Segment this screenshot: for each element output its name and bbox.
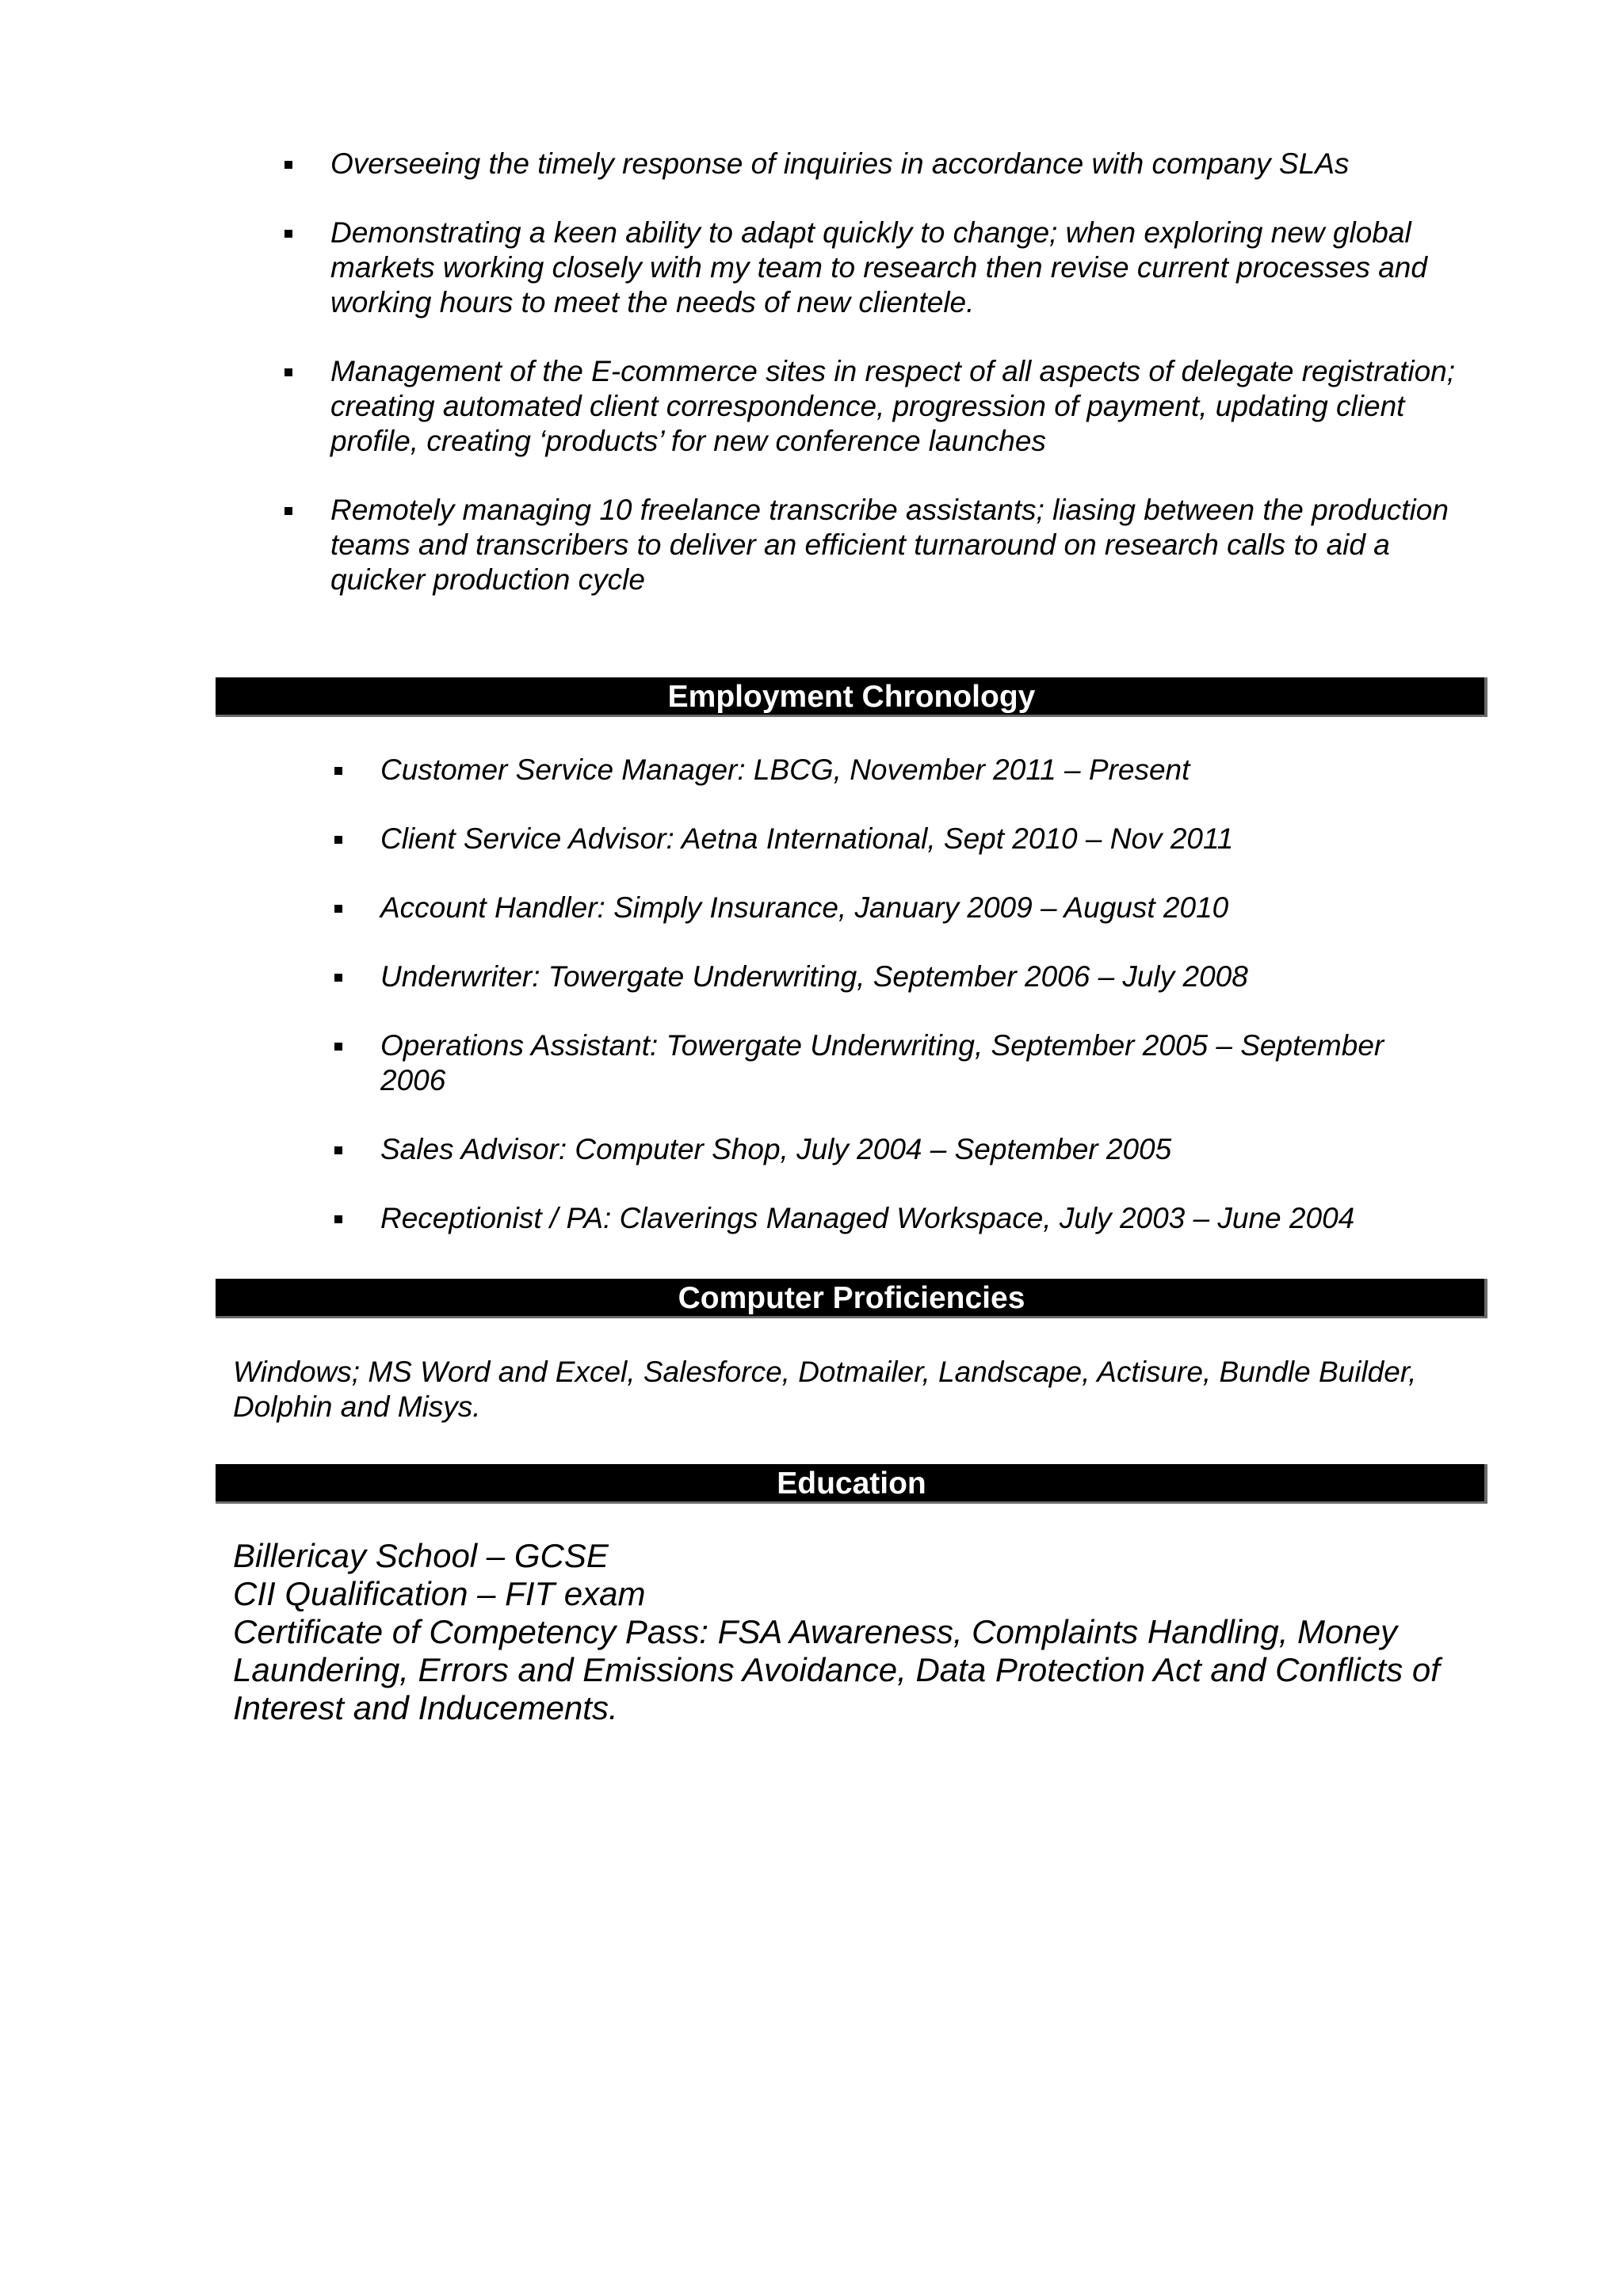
square-bullet-icon xyxy=(334,905,342,913)
square-bullet-icon xyxy=(285,368,292,376)
education-line: Certificate of Competency Pass: FSA Awareness, Complaints Handling, Money Laundering, Errors and Emissions Avoidance, Data Protection Act and Conflicts of Interest and Inducements. xyxy=(233,1613,1440,1726)
list-item xyxy=(281,147,1486,181)
job-text: Receptionist / PA: Claverings Managed Workspace, July 2003 – June 2004 xyxy=(380,1202,1355,1234)
square-bullet-icon xyxy=(285,161,292,169)
list-item xyxy=(331,822,1457,856)
job-text: Client Service Advisor: Aetna International, Sept 2010 – Nov 2011 xyxy=(380,822,1234,855)
education-list xyxy=(233,1537,1485,1727)
list-item xyxy=(281,354,1486,459)
list-item xyxy=(331,891,1457,925)
education-line: Billericay School – GCSE xyxy=(233,1537,609,1574)
duty-text: Overseeing the timely response of inquiries in accordance with company SLAs xyxy=(330,147,1350,180)
duties-list xyxy=(281,147,1486,631)
square-bullet-icon xyxy=(285,230,292,238)
list-item xyxy=(331,1201,1457,1236)
job-text: Operations Assistant: Towergate Underwriting, September 2005 – September 2006 xyxy=(380,1029,1384,1097)
employment-chronology-heading: Employment Chronology xyxy=(216,677,1487,717)
list-item xyxy=(331,753,1457,788)
employment-list xyxy=(331,753,1457,1270)
list-item xyxy=(331,959,1457,994)
square-bullet-icon xyxy=(334,767,342,775)
duty-text: Management of the E-commerce sites in respect of all aspects of delegate registration; creating automated client correspondence, progression of payment, updating client profile, creating ‘products’ for new conference launches xyxy=(330,355,1456,457)
job-text: Customer Service Manager: LBCG, November 2011 – Present xyxy=(380,753,1190,786)
square-bullet-icon xyxy=(334,974,342,982)
square-bullet-icon xyxy=(334,1043,342,1051)
square-bullet-icon xyxy=(285,507,292,515)
list-item xyxy=(331,1132,1457,1167)
square-bullet-icon xyxy=(334,1215,342,1223)
education-heading: Education xyxy=(216,1464,1487,1504)
list-item xyxy=(331,1028,1457,1098)
job-text: Underwriter: Towergate Underwriting, September 2006 – July 2008 xyxy=(380,960,1248,993)
list-item xyxy=(281,215,1486,320)
job-text: Sales Advisor: Computer Shop, July 2004 – September 2005 xyxy=(380,1133,1172,1165)
computer-proficiencies-text: Windows; MS Word and Excel, Salesforce, Dotmailer, Landscape, Actisure, Bundle Builder, Dolphin and Misys. xyxy=(233,1356,1417,1423)
duty-text: Remotely managing 10 freelance transcribe assistants; liasing between the production teams and transcribers to deliver an efficient turnaround on research calls to aid a quicker production cycle xyxy=(330,494,1449,596)
square-bullet-icon xyxy=(334,1146,342,1154)
job-text: Account Handler: Simply Insurance, January 2009 – August 2010 xyxy=(380,891,1229,924)
square-bullet-icon xyxy=(334,836,342,844)
education-line: CII Qualification – FIT exam xyxy=(233,1575,646,1612)
computer-proficiencies-heading: Computer Proficiencies xyxy=(216,1279,1487,1318)
duty-text: Demonstrating a keen ability to adapt quickly to change; when exploring new global markets working closely with my team to research then revise current processes and working hours to meet the needs of new clientele. xyxy=(330,216,1427,318)
list-item xyxy=(281,493,1486,597)
